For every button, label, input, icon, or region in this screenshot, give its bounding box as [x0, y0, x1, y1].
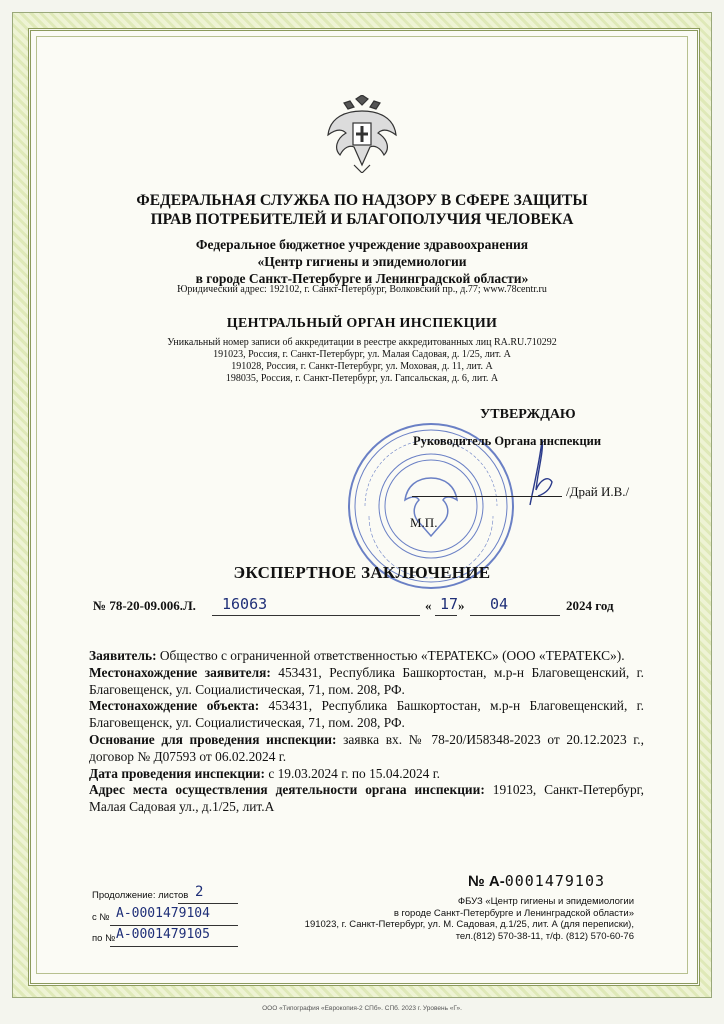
document-number-prefix: № 78-20-09.006.Л.	[93, 598, 196, 613]
applicant-label: Заявитель:	[89, 648, 157, 663]
inspection-body-title: ЦЕНТРАЛЬНЫЙ ОРГАН ИНСПЕКЦИИ	[226, 316, 498, 331]
to-number-label: по №	[92, 933, 116, 944]
document-year: 2024 год	[566, 598, 614, 613]
from-underline	[110, 925, 238, 926]
document-month: 04	[490, 595, 509, 613]
applicant-paragraph	[89, 648, 644, 665]
from-number-value: А-0001479104	[116, 906, 210, 921]
signer-name: /Драй И.В./	[566, 484, 630, 499]
printer-credit: ООО «Типография «Еврокопия-2 СПб». СПб. 2023 г. Уровень «Г».	[262, 1005, 462, 1012]
document-day: 17	[440, 595, 459, 613]
date-value: с 19.03.2024 г. по 15.04.2024 г.	[264, 765, 441, 781]
object-location-paragraph	[89, 698, 644, 732]
org-line-2: в городе Санкт-Петербурге и Ленинградской области»	[393, 907, 634, 919]
inspection-address-2: 191028, Россия, г. Санкт-Петербург, ул. Моховая, д. 11, лит. А	[231, 361, 493, 372]
document-body	[89, 648, 644, 816]
continuation-value: 2	[195, 884, 204, 900]
signature-line	[412, 496, 562, 497]
continuation-label: Продолжение: листов	[92, 890, 189, 901]
inspection-body-details	[0, 337, 724, 385]
institution-name	[0, 236, 724, 287]
legal-address: Юридический адрес: 192102, г. Санкт-Петербург, Волковский пр., д.77; www.78centr.ru	[177, 284, 547, 295]
applicant-location-paragraph	[89, 665, 644, 699]
applicant-location-label: Местонахождение заявителя:	[89, 664, 271, 680]
institution-line-3: в городе Санкт-Петербурге и Ленинградской области»	[195, 271, 529, 286]
day-quote-open: «	[425, 598, 432, 613]
institution-line-2: «Центр гигиены и эпидемиологии	[257, 254, 467, 269]
basis-paragraph	[89, 732, 644, 766]
applicant-value: Общество с ограниченной ответственностью «ТЕРАТЕКС» (ООО «ТЕРАТЕКС»).	[156, 648, 625, 663]
date-label: Дата проведения инспекции:	[89, 765, 265, 781]
agency-line-1: ФЕДЕРАЛЬНАЯ СЛУЖБА ПО НАДЗОРУ В СФЕРЕ ЗАЩИТЫ	[136, 192, 588, 209]
basis-value: заявка вх. № 78-20/И58348-2023 от 20.12.2023 г., договор № Д07593 от 06.02.2024 г.	[89, 731, 644, 764]
date-paragraph	[89, 766, 644, 783]
serial-prefix: № А-	[468, 873, 505, 890]
org-line-4: тел.(812) 570-38-11, т/ф. (812) 570-60-76	[455, 930, 634, 942]
place-paragraph	[89, 782, 644, 816]
basis-label: Основание для проведения инспекции:	[89, 731, 337, 747]
signer-role: Руководитель Органа инспекции	[413, 434, 602, 448]
serial-number	[468, 872, 605, 890]
approve-heading: УТВЕРЖДАЮ	[480, 407, 576, 422]
place-value: 191023, Санкт-Петербург, Малая Садовая ул., д.1/25, лит.А	[89, 782, 644, 815]
coat-of-arms-icon	[326, 95, 398, 173]
day-underline	[435, 615, 457, 616]
day-quote-close: »	[458, 598, 465, 613]
agency-line-2: ПРАВ ПОТРЕБИТЕЛЕЙ И БЛАГОПОЛУЧИЯ ЧЕЛОВЕКА	[150, 211, 574, 228]
place-label: Адрес места осуществления деятельности органа инспекции:	[89, 782, 485, 798]
month-underline	[470, 615, 560, 616]
seal-mark: М.П.	[410, 515, 438, 530]
org-line-1: ФБУЗ «Центр гигиены и эпидемиологии	[457, 896, 634, 907]
from-number-label: с №	[92, 912, 110, 923]
org-line-3: 191023, г. Санкт-Петербург, ул. М. Садовая, д.1/25, лит. А (для переписки),	[304, 919, 634, 930]
document-title: ЭКСПЕРТНОЕ ЗАКЛЮЧЕНИЕ	[233, 563, 491, 582]
document-number-line	[93, 598, 196, 614]
organization-contacts	[305, 896, 634, 942]
accreditation-number: Уникальный номер записи об аккредитации в реестре аккредитованных лиц RA.RU.710292	[167, 337, 557, 348]
object-location-label: Местонахождение объекта:	[89, 698, 260, 714]
document-number-handwritten: 16063	[222, 595, 268, 613]
applicant-location-value: 453431, Республика Башкортостан, м.р-н Благовещенский, г. Благовещенск, ул. Социалистическая, 71, пом. 208, РФ.	[89, 664, 644, 697]
agency-name	[0, 191, 724, 229]
to-underline	[110, 946, 238, 947]
to-number-value: А-0001479105	[116, 927, 210, 942]
serial-digits: 0001479103	[504, 872, 606, 890]
inspection-address-3: 198035, Россия, г. Санкт-Петербург, ул. Гапсальская, д. 6, лит. А	[225, 373, 499, 384]
continuation-underline	[178, 903, 238, 904]
continuation-line	[92, 890, 188, 901]
institution-line-1: Федеральное бюджетное учреждение здравоохранения	[195, 237, 529, 252]
object-location-value: 453431, Республика Башкортостан, м.р-н Благовещенский, г. Благовещенск, ул. Социалистическая, 71, пом. 208, РФ.	[89, 698, 644, 731]
inspection-address-1: 191023, Россия, г. Санкт-Петербург, ул. Малая Садовая, д. 1/25, лит. А	[213, 349, 511, 360]
number-underline	[212, 615, 420, 616]
